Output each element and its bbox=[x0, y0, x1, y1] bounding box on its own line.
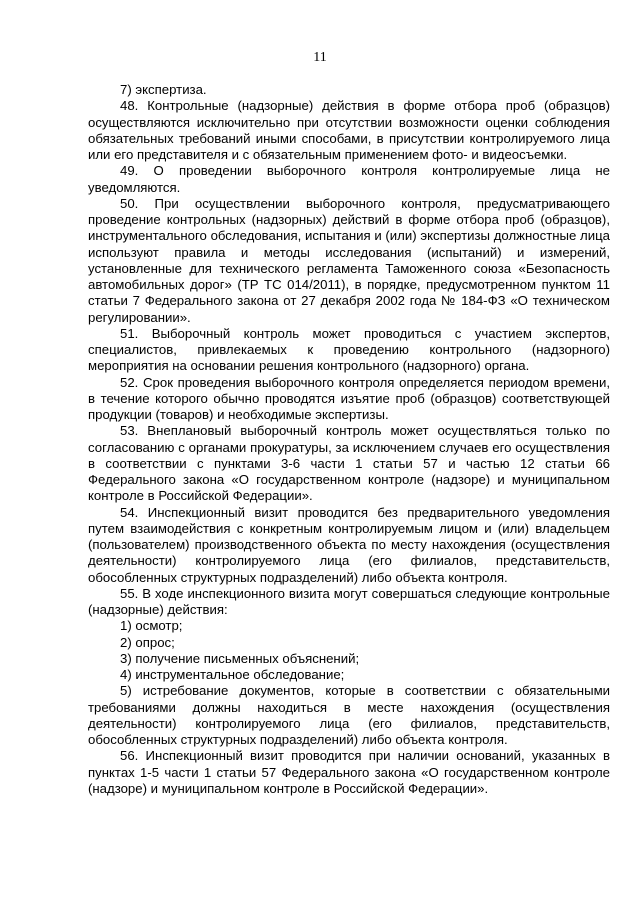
list-item-3: 3) получение письменных объяснений; bbox=[120, 650, 360, 666]
paragraph-50: 50. При осуществлении выборочного контроля, предусматривающего проведение контрольных (надзорных) действий в форме отбора проб (образцов), инструментального обследования, испытания и (или) экспертизы должностные лица используют правила и методы исследования (испытаний) и измерений, установленные для технического регламента Таможенного союза «Безопасность автомобильных дорог» (ТР ТС 014/2011), в порядке, предусмотренном пунктом 11 статьи 7 Федерального закона от 27 декабря 2002 года № 184-ФЗ «О техническом регулировании». bbox=[88, 195, 610, 325]
paragraph-7: 7) экспертиза. bbox=[120, 82, 207, 97]
list-item-1: 1) осмотр; bbox=[120, 618, 183, 634]
page-number: 11 bbox=[313, 50, 327, 65]
paragraph-48: 48. Контрольные (надзорные) действия в форме отбора проб (образцов) осуществляются исключительно при отсутствии возможности оценки соблюдения обязательных требований иными способами, в присутствии контролируемого лица или его представителя и с обязательным применением фото- и видеосъемки. bbox=[88, 98, 610, 162]
paragraph-54: 54. Инспекционный визит проводится без предварительного уведомления путем взаимодействия с конкретным контролируемым лицом и (или) владельцем (пользователем) производственного объекта по месту нахождения (осуществления деятельности) контролируемого лица (его филиалов, представительств, обособленных структурных подразделений) либо объекта контроля. bbox=[88, 504, 610, 585]
paragraph-55: 55. В ходе инспекционного визита могут совершаться следующие контрольные (надзорные) действия: bbox=[88, 585, 610, 617]
paragraph-53: 53. Внеплановый выборочный контроль может осуществляться только по согласованию с органами прокуратуры, за исключением случаев его осуществления в соответствии с пунктами 3-6 части 1 статьи 57 и частью 12 статьи 66 Федерального закона «О государственном контроле (надзоре) и муниципальном контроле в Российской Федерации». bbox=[88, 423, 610, 504]
list-item-4: 4) инструментальное обследование; bbox=[120, 667, 345, 682]
document-body bbox=[88, 82, 610, 797]
paragraph-51: 51. Выборочный контроль может проводиться с участием экспертов, специалистов, привлекаемых к проведению контрольного (надзорного) мероприятия на основании решения контрольного (надзорного) органа. bbox=[88, 325, 610, 374]
list-item-2: 2) опрос; bbox=[120, 634, 175, 650]
paragraph-49: 49. О проведении выборочного контроля контролируемые лица не уведомляются. bbox=[88, 163, 610, 195]
list-item-5: 5) истребование документов, которые в соответствии с обязательными требованиями должны находиться в месте нахождения (осуществления деятельности) контролируемого лица (его филиалов, представительств, обособленных структурных подразделений) либо объекта контроля. bbox=[88, 683, 610, 747]
paragraph-56: 56. Инспекционный визит проводится при наличии оснований, указанных в пунктах 1-5 части 1 статьи 57 Федерального закона «О государственном контроле (надзоре) и муниципальном контроле в Российской Федерации». bbox=[88, 748, 610, 796]
paragraph-52: 52. Срок проведения выборочного контроля определяется периодом времени, в течение которого обычно проводятся изъятие проб (образцов) соответствующей продукции (товаров) и необходимые экспертизы. bbox=[88, 374, 610, 422]
